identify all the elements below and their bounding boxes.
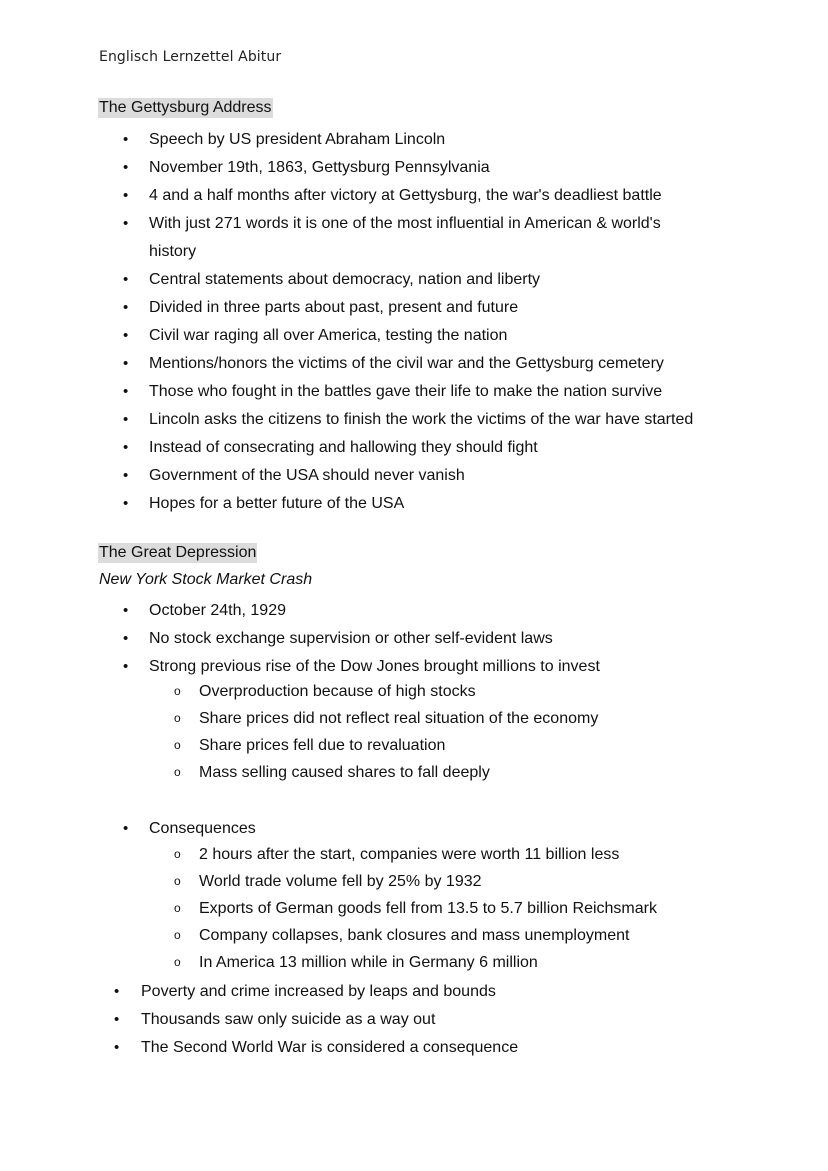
list-item: • Hopes for a better future of the USA — [149, 490, 749, 518]
depression-heading: The Great Depression — [99, 544, 257, 561]
list-item: o In America 13 million while in Germany 6 million — [199, 949, 719, 976]
list-item: • Central statements about democracy, nation and liberty — [149, 266, 749, 294]
list-item: • Government of the USA should never vanish — [149, 462, 749, 490]
page-header: Englisch Lernzettel Abitur — [99, 49, 282, 65]
list-item: o 2 hours after the start, companies were worth 11 billion less — [199, 841, 719, 868]
list-item: o Share prices fell due to revaluation — [199, 732, 699, 759]
consequences-sub-list — [174, 841, 719, 976]
circle-bullet-icon: o — [174, 874, 181, 888]
list-item: • Speech by US president Abraham Lincoln — [149, 126, 749, 154]
bullet-icon: • — [114, 1039, 120, 1056]
list-item: • November 19th, 1863, Gettysburg Pennsylvania — [149, 154, 749, 182]
bullet-icon: • — [123, 383, 129, 400]
circle-bullet-icon: o — [174, 847, 181, 861]
bullet-icon: • — [123, 602, 129, 619]
bullet-icon: • — [123, 467, 129, 484]
list-item: o Exports of German goods fell from 13.5 to 5.7 billion Reichsmark — [199, 895, 719, 922]
bullet-icon: • — [123, 299, 129, 316]
bullet-icon: • — [123, 327, 129, 344]
bullet-icon: • — [123, 495, 129, 512]
list-item: o World trade volume fell by 25% by 1932 — [199, 868, 719, 895]
list-item: • Mentions/honors the victims of the civil war and the Gettysburg cemetery — [149, 350, 749, 378]
stock-crash-subheading: New York Stock Market Crash — [99, 571, 313, 588]
list-item: • Those who fought in the battles gave their life to make the nation survive — [149, 378, 749, 406]
list-item: • With just 271 words it is one of the most influential in American & world's history — [149, 210, 694, 266]
circle-bullet-icon: o — [174, 738, 181, 752]
bullet-icon: • — [123, 658, 129, 675]
list-item: • The Second World War is considered a consequence — [141, 1034, 701, 1062]
circle-bullet-icon: o — [174, 901, 181, 915]
bullet-icon: • — [123, 439, 129, 456]
circle-bullet-icon: o — [174, 928, 181, 942]
circle-bullet-icon: o — [174, 711, 181, 725]
bullet-icon: • — [123, 215, 129, 232]
list-item: o Company collapses, bank closures and mass unemployment — [199, 922, 719, 949]
bullet-icon: • — [123, 159, 129, 176]
list-item: o Overproduction because of high stocks — [199, 678, 699, 705]
bullet-icon: • — [123, 355, 129, 372]
final-bullet-list — [114, 978, 701, 1062]
circle-bullet-icon: o — [174, 765, 181, 779]
consequences-list — [123, 815, 709, 843]
depression-bullet-list — [123, 597, 709, 681]
list-item: • Lincoln asks the citizens to finish the work the victims of the war have started — [149, 406, 749, 434]
list-item: • Divided in three parts about past, present and future — [149, 294, 749, 322]
list-item: • Civil war raging all over America, testing the nation — [149, 322, 749, 350]
list-item: o Mass selling caused shares to fall deeply — [199, 759, 699, 786]
list-item: • No stock exchange supervision or other self-evident laws — [149, 625, 709, 653]
list-item: • Poverty and crime increased by leaps and bounds — [141, 978, 701, 1006]
bullet-icon: • — [114, 983, 120, 1000]
bullet-icon: • — [114, 1011, 120, 1028]
bullet-icon: • — [123, 271, 129, 288]
list-item: o Share prices did not reflect real situation of the economy — [199, 705, 699, 732]
bullet-icon: • — [123, 131, 129, 148]
bullet-icon: • — [123, 820, 129, 837]
list-item: • Instead of consecrating and hallowing they should fight — [149, 434, 749, 462]
causes-sub-list — [174, 678, 699, 786]
list-item: • October 24th, 1929 — [149, 597, 709, 625]
list-item: • Thousands saw only suicide as a way out — [141, 1006, 701, 1034]
list-item: • Strong previous rise of the Dow Jones brought millions to invest — [149, 653, 709, 681]
list-item: • Consequences — [149, 815, 709, 843]
bullet-icon: • — [123, 411, 129, 428]
list-item: • 4 and a half months after victory at Gettysburg, the war's deadliest battle — [149, 182, 749, 210]
bullet-icon: • — [123, 187, 129, 204]
gettysburg-heading: The Gettysburg Address — [99, 99, 272, 116]
circle-bullet-icon: o — [174, 684, 181, 698]
gettysburg-bullet-list — [123, 126, 749, 518]
circle-bullet-icon: o — [174, 955, 181, 969]
bullet-icon: • — [123, 630, 129, 647]
